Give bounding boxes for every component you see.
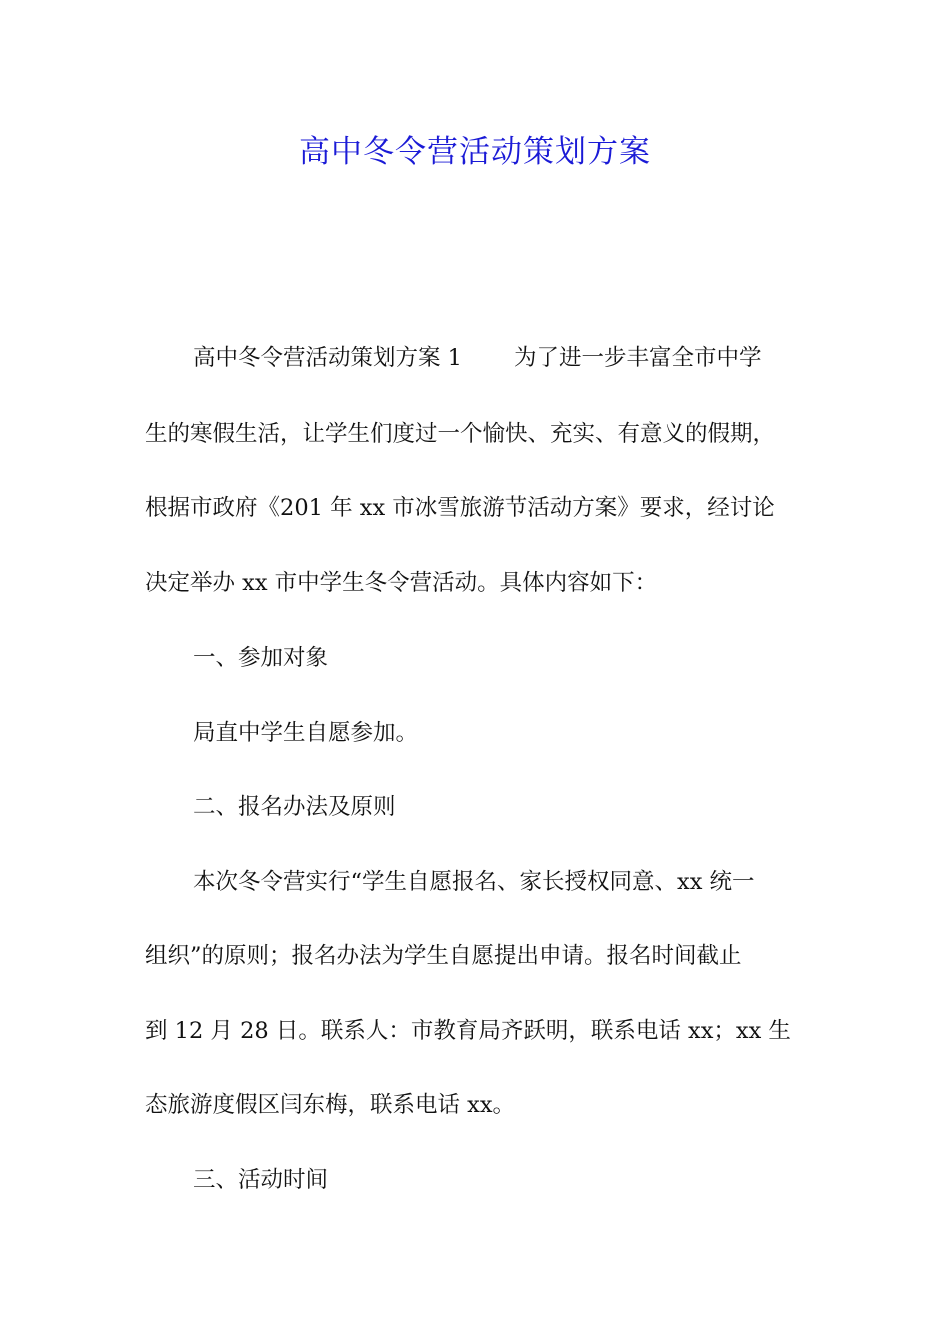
paragraph-line: 根据市政府《201 年 xx 市冰雪旅游节活动方案》要求，经讨论 <box>145 495 775 521</box>
paragraph-line: 态旅游度假区闫东梅，联系电话 xx。 <box>145 1092 516 1118</box>
paragraph-line: 到 12 月 28 日。联系人：市教育局齐跃明，联系电话 xx；xx 生 <box>145 1018 791 1044</box>
paragraph-line: 组织”的原则；报名办法为学生自愿提出申请。报名时间截止 <box>145 943 742 969</box>
paragraph-line: 本次冬令营实行“学生自愿报名、家长授权同意、xx 统一 <box>193 869 755 895</box>
section-heading: 一、参加对象 <box>193 645 329 671</box>
paragraph-line: 生的寒假生活，让学生们度过一个愉快、充实、有意义的假期， <box>145 421 776 447</box>
paragraph-heading: 高中冬令营活动策划方案 1 <box>193 345 462 371</box>
paragraph-line: 决定举办 xx 市中学生冬令营活动。具体内容如下： <box>145 570 658 596</box>
paragraph-line <box>193 340 761 376</box>
section-heading: 三、活动时间 <box>193 1167 329 1193</box>
paragraph-line: 局直中学生自愿参加。 <box>193 720 419 746</box>
section-heading: 二、报名办法及原则 <box>193 794 396 820</box>
paragraph-text: 为了进一步丰富全市中学 <box>513 345 762 371</box>
document-title: 高中冬令营活动策划方案 <box>299 134 651 170</box>
